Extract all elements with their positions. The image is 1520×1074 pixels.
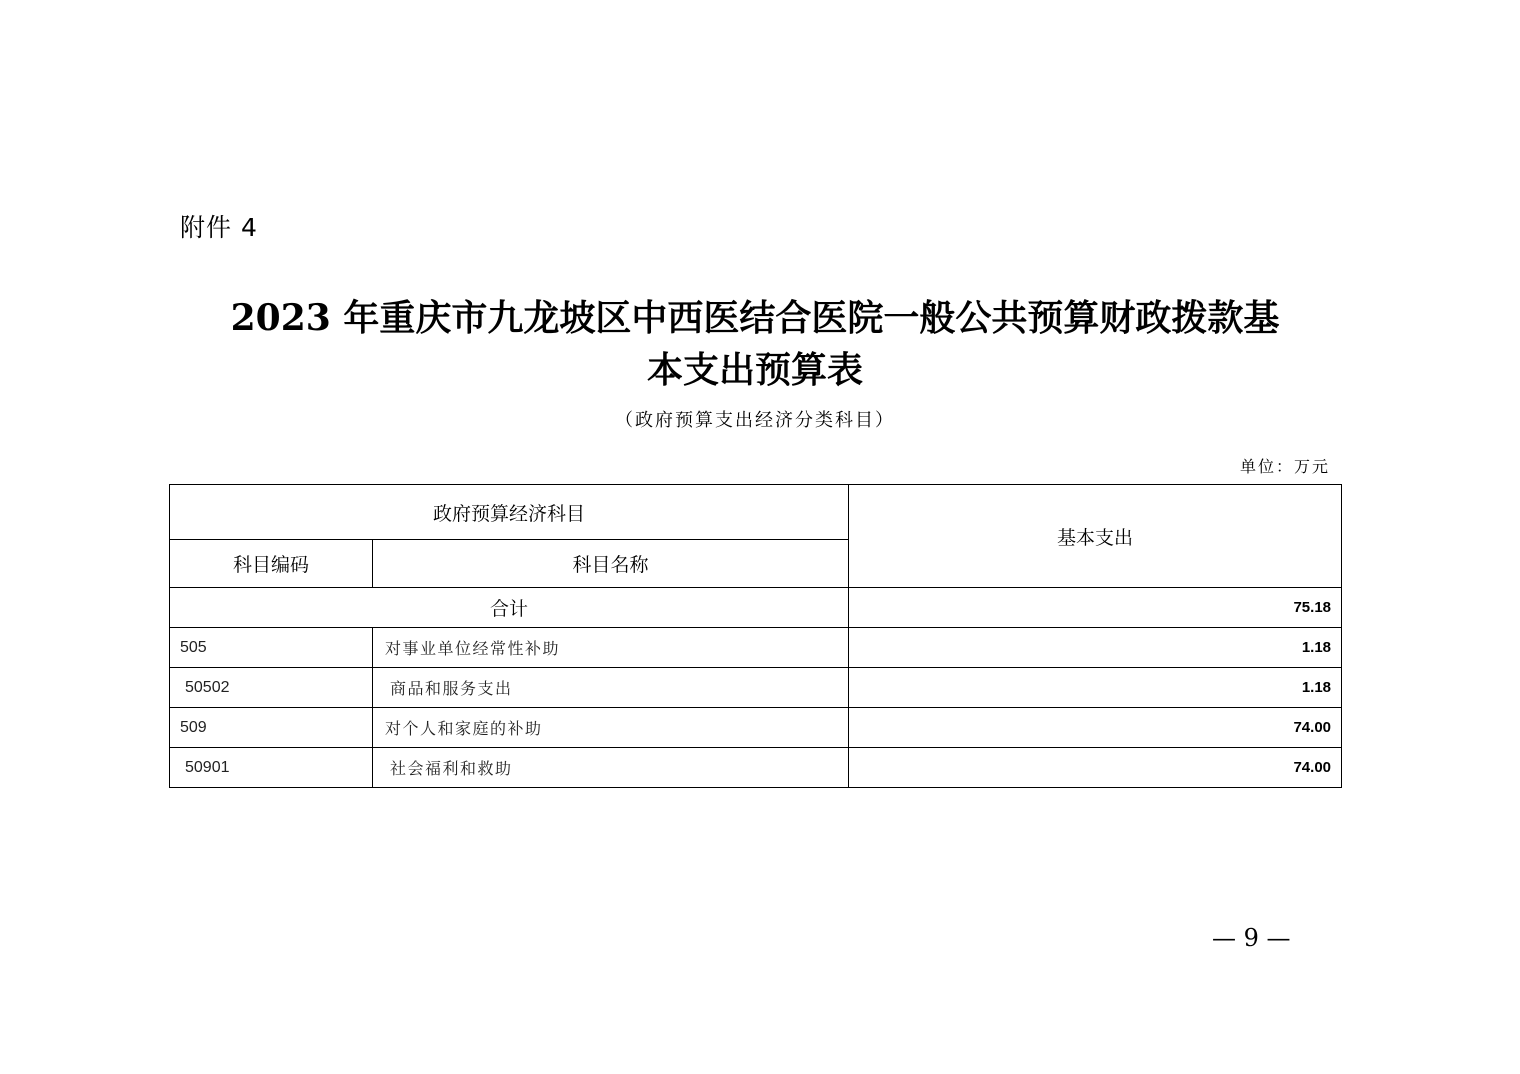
table-row bbox=[170, 708, 1342, 748]
unit-label: 单位：万元 bbox=[1239, 457, 1330, 476]
table-row bbox=[170, 748, 1342, 788]
header-economic-subject: 政府预算经济科目 bbox=[170, 485, 849, 540]
budget-table bbox=[169, 484, 1342, 788]
subject-value: 74.00 bbox=[849, 748, 1342, 788]
table-header-row bbox=[170, 485, 1342, 540]
document-title-line-2: 本支出预算表 bbox=[646, 349, 863, 391]
page-number: — 9 — bbox=[1212, 924, 1291, 952]
subject-code: 509 bbox=[170, 708, 373, 748]
subject-name: 社会福利和救助 bbox=[373, 748, 849, 788]
subject-code: 505 bbox=[170, 628, 373, 668]
header-subject-code: 科目编码 bbox=[170, 540, 373, 588]
table-row bbox=[170, 628, 1342, 668]
document-title-line-1: 2023 年重庆市九龙坡区中西医结合医院一般公共预算财政拨款基 bbox=[230, 297, 1280, 339]
table-row bbox=[170, 668, 1342, 708]
document-subtitle: （政府预算支出经济分类科目） bbox=[615, 410, 895, 431]
total-row bbox=[170, 588, 1342, 628]
subject-code: 50901 bbox=[170, 748, 373, 788]
subject-name: 商品和服务支出 bbox=[373, 668, 849, 708]
header-subject-name: 科目名称 bbox=[373, 540, 849, 588]
subject-name: 对个人和家庭的补助 bbox=[373, 708, 849, 748]
total-label: 合计 bbox=[170, 588, 849, 628]
subject-value: 74.00 bbox=[849, 708, 1342, 748]
subject-value: 1.18 bbox=[849, 628, 1342, 668]
total-value: 75.18 bbox=[849, 588, 1342, 628]
attachment-label: 附件 4 bbox=[180, 213, 258, 242]
header-basic-expenditure: 基本支出 bbox=[849, 485, 1342, 588]
subject-code: 50502 bbox=[170, 668, 373, 708]
subject-name: 对事业单位经常性补助 bbox=[373, 628, 849, 668]
subject-value: 1.18 bbox=[849, 668, 1342, 708]
